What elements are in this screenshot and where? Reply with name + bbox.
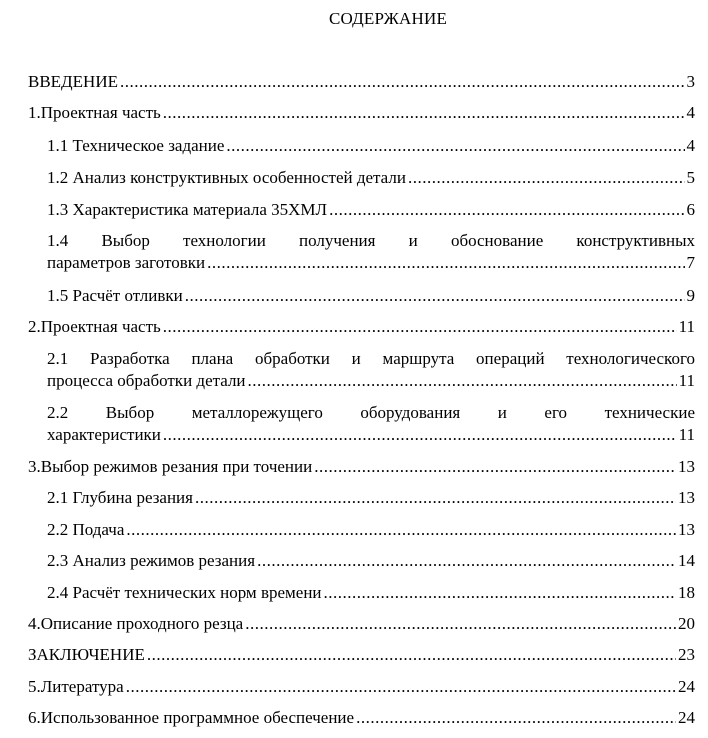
toc-entry-1-1[interactable] bbox=[47, 136, 695, 156]
toc-page-number: 11 bbox=[678, 371, 695, 390]
toc-page-number: 14 bbox=[678, 551, 695, 570]
toc-page-number: 11 bbox=[678, 317, 695, 336]
toc-entry-section-6[interactable] bbox=[28, 708, 695, 728]
toc-entry-3-3[interactable] bbox=[47, 551, 695, 571]
toc-entry-text: 2.2 Подача bbox=[47, 520, 125, 539]
dot-leader bbox=[245, 614, 676, 634]
dot-leader bbox=[147, 645, 676, 665]
toc-entry-2-1[interactable] bbox=[47, 349, 695, 391]
toc-entry-section-2[interactable] bbox=[28, 317, 695, 337]
dot-leader bbox=[120, 72, 685, 92]
toc-entry-text: Описание проходного резца bbox=[40, 614, 244, 633]
dot-leader bbox=[356, 708, 676, 728]
toc-entry-text: ЗАКЛЮЧЕНИЕ bbox=[28, 645, 145, 664]
toc-entry-text: 2.4 Расчёт технических норм времени bbox=[47, 583, 322, 602]
toc-entry-1-4[interactable] bbox=[47, 231, 695, 273]
toc-entry-section-3[interactable] bbox=[28, 457, 695, 477]
toc-entry-text: 1.1 Техническое задание bbox=[47, 136, 225, 155]
toc-entry-text: 2.3 Анализ режимов резания bbox=[47, 551, 256, 570]
toc-entry-text: параметров заготовки bbox=[47, 253, 206, 272]
toc-entry-text-line1: 1.4 Выбор технологии получения и обоснование конструктивных bbox=[47, 231, 695, 250]
toc-entry-text: Литература bbox=[40, 677, 124, 696]
page-title: СОДЕРЖАНИЕ bbox=[328, 9, 448, 28]
toc-page-number: 18 bbox=[678, 583, 695, 602]
toc-entry-2-2[interactable] bbox=[47, 403, 695, 445]
dot-leader bbox=[248, 371, 677, 391]
toc-entry-3-1[interactable] bbox=[47, 488, 695, 508]
toc-page-number: 24 bbox=[678, 708, 695, 727]
dot-leader bbox=[207, 253, 684, 273]
dot-leader bbox=[163, 425, 677, 445]
toc-entry-conclusion[interactable] bbox=[28, 645, 695, 665]
toc-page-number: 3 bbox=[686, 72, 695, 91]
toc-page-number: 5 bbox=[686, 168, 695, 187]
toc-entry-section-4[interactable] bbox=[28, 614, 695, 634]
toc-page-number: 13 bbox=[678, 457, 695, 476]
toc-entry-number: 2. bbox=[28, 317, 41, 336]
dot-leader bbox=[195, 488, 676, 508]
dot-leader bbox=[185, 286, 685, 306]
toc-entry-text: Проектная часть bbox=[40, 317, 161, 336]
toc-entry-3-2[interactable] bbox=[47, 520, 695, 540]
toc-entry-text: характеристики bbox=[47, 425, 161, 444]
toc-entry-text-line1: 2.1 Разработка плана обработки и маршрута операций технологического bbox=[47, 349, 695, 368]
toc-page-number: 13 bbox=[678, 488, 695, 507]
toc-page-number: 20 bbox=[678, 614, 695, 633]
toc-page-number: 24 bbox=[678, 677, 695, 696]
toc-page-number: 6 bbox=[686, 200, 695, 219]
toc-page-number: 4 bbox=[686, 136, 695, 155]
toc-page-number: 9 bbox=[686, 286, 695, 305]
toc-entry-number: 6. bbox=[28, 708, 41, 727]
toc-page-number: 7 bbox=[686, 253, 695, 272]
dot-leader bbox=[408, 168, 685, 188]
dot-leader bbox=[163, 103, 685, 123]
dot-leader bbox=[324, 583, 676, 603]
dot-leader bbox=[226, 136, 684, 156]
toc-entry-text: 1.3 Характеристика материала 35ХМЛ bbox=[47, 200, 328, 219]
toc-entry-text: Выбор режимов резания при точении bbox=[40, 457, 313, 476]
toc-entry-introduction[interactable] bbox=[28, 72, 695, 92]
dot-leader bbox=[314, 457, 676, 477]
toc-entry-3-4[interactable] bbox=[47, 583, 695, 603]
toc-entry-text: 1.2 Анализ конструктивных особенностей детали bbox=[47, 168, 406, 187]
toc-entry-number: 3. bbox=[28, 457, 41, 476]
toc-entry-text: Проектная часть bbox=[40, 103, 161, 122]
toc-entry-section-1[interactable] bbox=[28, 103, 695, 123]
toc-entry-text: ВВЕДЕНИЕ bbox=[28, 72, 118, 91]
toc-entry-1-2[interactable] bbox=[47, 168, 695, 188]
toc-entry-text: 1.5 Расчёт отливки bbox=[47, 286, 183, 305]
toc-page-number: 13 bbox=[678, 520, 695, 539]
dot-leader bbox=[126, 520, 676, 540]
toc-page-number: 4 bbox=[686, 103, 695, 122]
toc-entry-number: 5. bbox=[28, 677, 41, 696]
toc-entry-number: 1. bbox=[28, 103, 41, 122]
toc-page-number: 11 bbox=[678, 425, 695, 444]
dot-leader bbox=[126, 677, 676, 697]
toc-page-number: 23 bbox=[678, 645, 695, 664]
toc-entry-text: процесса обработки детали bbox=[47, 371, 246, 390]
toc-entry-1-5[interactable] bbox=[47, 286, 695, 306]
dot-leader bbox=[163, 317, 677, 337]
toc-entry-text-line1: 2.2 Выбор металлорежущего оборудования и его технические bbox=[47, 403, 695, 422]
toc-entry-number: 4. bbox=[28, 614, 41, 633]
dot-leader bbox=[329, 200, 684, 220]
toc-entry-section-5[interactable] bbox=[28, 677, 695, 697]
toc-entry-text: Использованное программное обеспечение bbox=[40, 708, 355, 727]
dot-leader bbox=[257, 551, 676, 571]
toc-entry-1-3[interactable] bbox=[47, 200, 695, 220]
toc-entry-text: 2.1 Глубина резания bbox=[47, 488, 193, 507]
